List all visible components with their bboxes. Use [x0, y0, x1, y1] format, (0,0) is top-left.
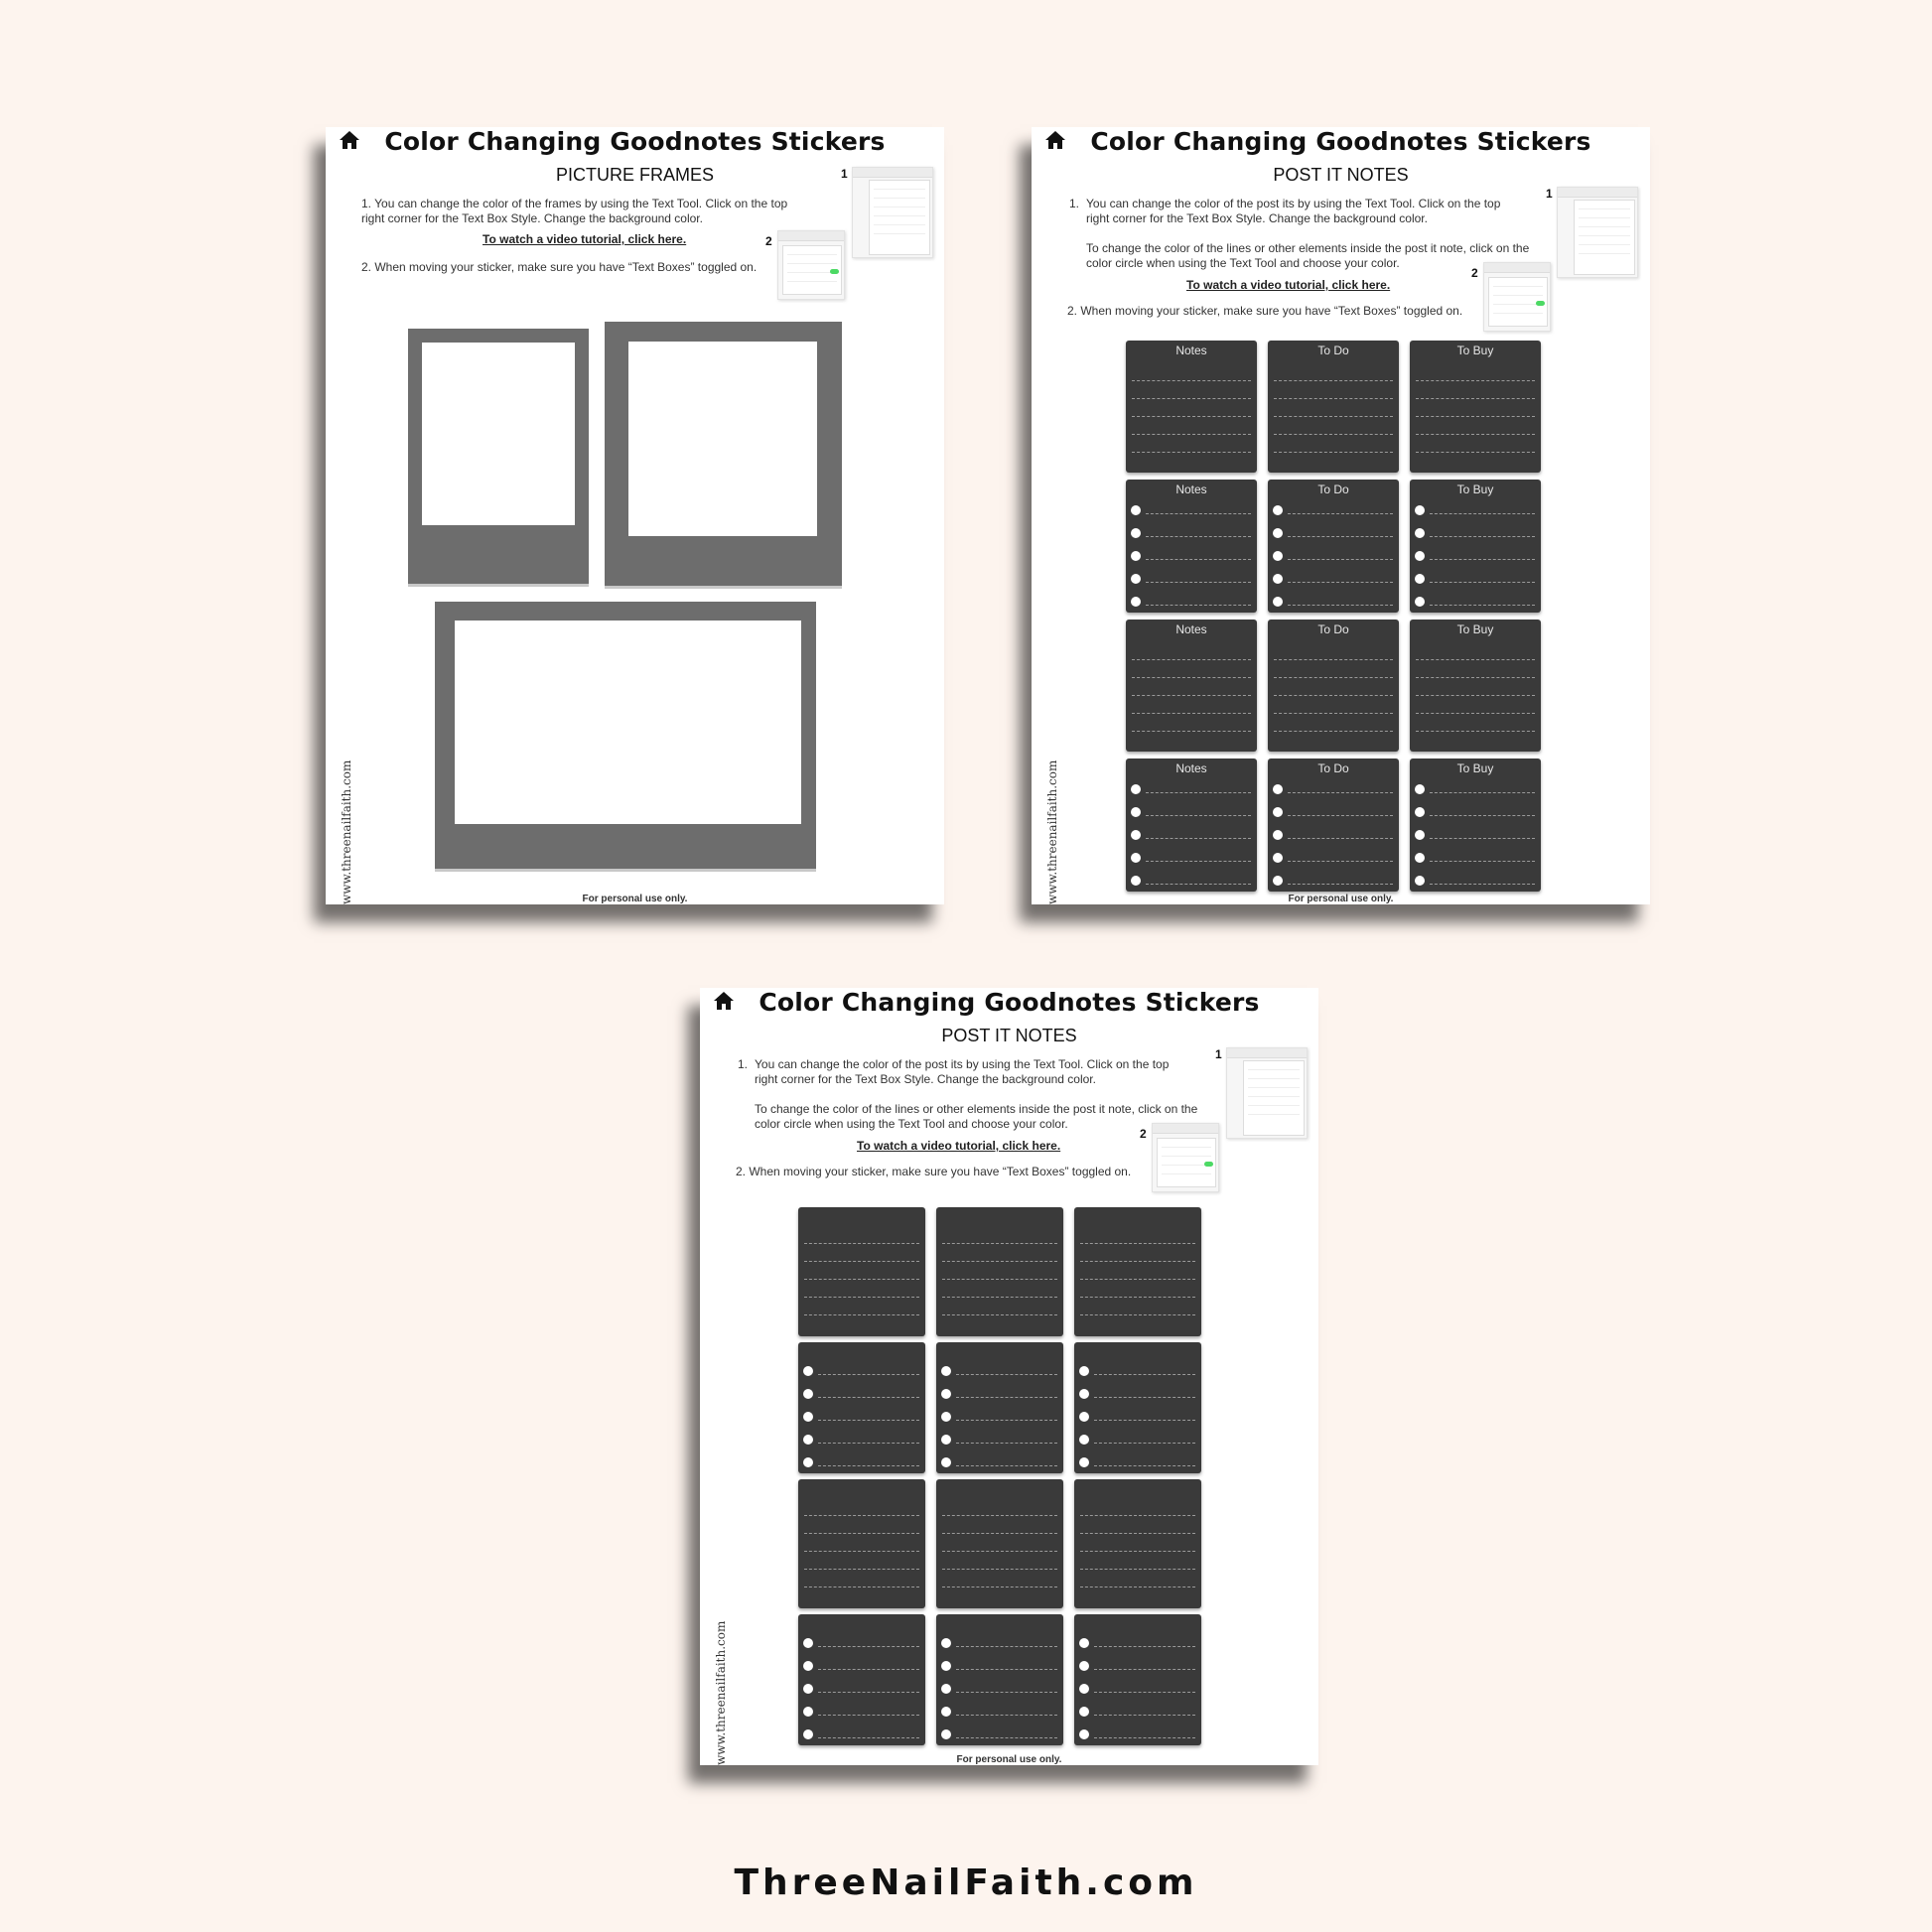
page-title: Color Changing Goodnotes Stickers: [759, 988, 1260, 1017]
video-tutorial-link[interactable]: To watch a video tutorial, click here.: [857, 1139, 1061, 1153]
page-subtitle: POST IT NOTES: [941, 1026, 1077, 1045]
lasso-tool-screenshot: [777, 230, 845, 300]
post-it-note-checklist[interactable]: [1268, 759, 1399, 892]
post-it-note-checklist[interactable]: [1126, 480, 1257, 613]
post-it-note[interactable]: [1268, 341, 1399, 473]
instruction-step-1b: To change the color of the lines or other elements inside the post it note, click on the color circle when using the Text Tool and choose your color.: [1086, 241, 1530, 270]
post-it-note[interactable]: [798, 1207, 925, 1336]
page-post-it-notes-blank: [700, 988, 1318, 1765]
step-label-2: 2: [1471, 266, 1478, 280]
note-label: To Buy: [1456, 761, 1494, 775]
note-label: Notes: [1175, 344, 1207, 357]
note-label: Notes: [1175, 761, 1207, 775]
note-label: To Do: [1317, 483, 1349, 496]
instruction-step-2: 2. When moving your sticker, make sure you have “Text Boxes” toggled on.: [361, 260, 758, 274]
picture-frame-landscape[interactable]: [435, 602, 816, 869]
instruction-step-1b: To change the color of the lines or other elements inside the post it note, click on the color circle when using the Text Tool and choose your color.: [755, 1102, 1198, 1131]
page-title: Color Changing Goodnotes Stickers: [1090, 127, 1591, 156]
text-box-style-screenshot: [1226, 1047, 1308, 1139]
post-it-grid-blank: [798, 1207, 1201, 1745]
text-box-style-screenshot: [1557, 187, 1638, 278]
picture-frame-square[interactable]: [605, 322, 842, 586]
page-subtitle: PICTURE FRAMES: [555, 165, 714, 185]
note-label: To Do: [1317, 622, 1349, 636]
note-label: To Do: [1317, 344, 1349, 357]
step-label-2: 2: [765, 234, 772, 248]
instruction-step-1-number: 1.: [1069, 197, 1080, 210]
brand-footer: ThreeNailFaith.com: [734, 1863, 1198, 1903]
post-it-note-checklist[interactable]: [1074, 1342, 1201, 1473]
post-it-note-checklist[interactable]: [936, 1614, 1063, 1745]
note-label: To Buy: [1456, 622, 1494, 636]
instruction-step-1: You can change the color of the post its by using the Text Tool. Click on the top right corner for the Text Box Style. Change the background color.: [755, 1057, 1170, 1086]
instruction-step-1-number: 1.: [738, 1057, 749, 1071]
footer-note: For personal use only.: [582, 894, 688, 904]
post-it-note-checklist[interactable]: [798, 1614, 925, 1745]
post-it-note[interactable]: [1126, 341, 1257, 473]
side-url: www.threenailfaith.com: [340, 759, 353, 904]
instruction-step-1: 1. You can change the color of the frames by using the Text Tool. Click on the top right corner for the Text Box Style. Change the background color.: [361, 197, 788, 225]
note-label: Notes: [1175, 483, 1207, 496]
side-url: www.threenailfaith.com: [714, 1620, 728, 1765]
lasso-tool-screenshot: [1152, 1123, 1219, 1192]
picture-frame-portrait[interactable]: [408, 329, 589, 584]
post-it-note-checklist[interactable]: [1410, 480, 1541, 613]
post-it-note[interactable]: [798, 1479, 925, 1608]
instruction-step-2: 2. When moving your sticker, make sure you have “Text Boxes” toggled on.: [736, 1165, 1132, 1178]
footer-note: For personal use only.: [1288, 894, 1394, 904]
post-it-note-checklist[interactable]: [936, 1342, 1063, 1473]
video-tutorial-link[interactable]: To watch a video tutorial, click here.: [483, 232, 687, 246]
instruction-step-2: 2. When moving your sticker, make sure you have “Text Boxes” toggled on.: [1067, 304, 1463, 318]
post-it-note[interactable]: [1410, 620, 1541, 752]
page-post-it-notes-labeled: [1032, 127, 1650, 904]
step-label-1: 1: [841, 167, 848, 181]
post-it-note[interactable]: [1268, 620, 1399, 752]
post-it-note-checklist[interactable]: [798, 1342, 925, 1473]
lasso-tool-screenshot: [1483, 262, 1551, 332]
post-it-note[interactable]: [1074, 1207, 1201, 1336]
post-it-note[interactable]: [1074, 1479, 1201, 1608]
page-picture-frames: [326, 127, 944, 904]
post-it-note-checklist[interactable]: [1126, 759, 1257, 892]
post-it-grid-labeled: [1126, 341, 1541, 892]
footer-note: For personal use only.: [956, 1754, 1062, 1765]
note-label: Notes: [1175, 622, 1207, 636]
page-title: Color Changing Goodnotes Stickers: [384, 127, 886, 156]
post-it-note[interactable]: [1126, 620, 1257, 752]
note-label: To Buy: [1456, 483, 1494, 496]
post-it-note[interactable]: [936, 1479, 1063, 1608]
step-label-2: 2: [1140, 1127, 1147, 1141]
post-it-note-checklist[interactable]: [1410, 759, 1541, 892]
instruction-step-1: You can change the color of the post its by using the Text Tool. Click on the top right corner for the Text Box Style. Change the background color.: [1086, 197, 1501, 225]
note-label: To Do: [1317, 761, 1349, 775]
step-label-1: 1: [1546, 187, 1553, 201]
side-url: www.threenailfaith.com: [1045, 759, 1059, 904]
page-subtitle: POST IT NOTES: [1273, 165, 1409, 185]
post-it-note[interactable]: [1410, 341, 1541, 473]
post-it-note-checklist[interactable]: [1074, 1614, 1201, 1745]
step-label-1: 1: [1215, 1047, 1222, 1061]
note-label: To Buy: [1456, 344, 1494, 357]
video-tutorial-link[interactable]: To watch a video tutorial, click here.: [1186, 278, 1391, 292]
post-it-note[interactable]: [936, 1207, 1063, 1336]
text-box-style-screenshot: [852, 167, 933, 258]
post-it-note-checklist[interactable]: [1268, 480, 1399, 613]
